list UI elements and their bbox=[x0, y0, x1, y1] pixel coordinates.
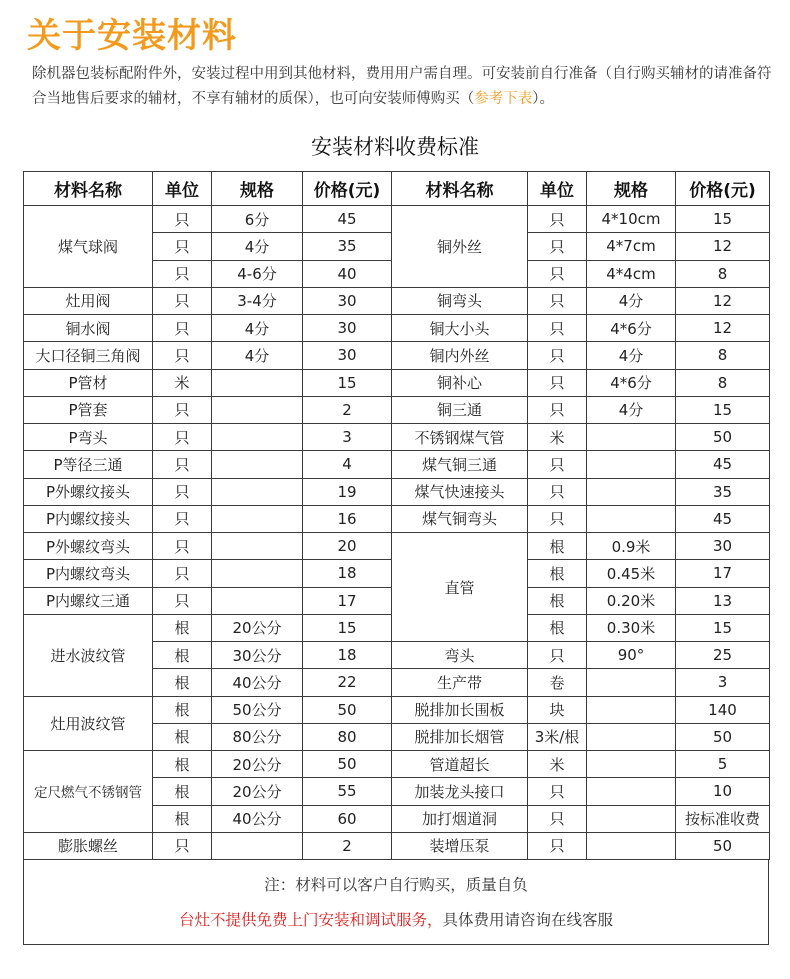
unit-cell: 只 bbox=[528, 805, 587, 832]
material-name-cell: 煤气快速接头 bbox=[392, 478, 528, 505]
spec-cell: 4分 bbox=[212, 315, 303, 342]
material-name-cell: 铜内外丝 bbox=[392, 342, 528, 369]
unit-cell: 米 bbox=[528, 751, 587, 778]
price-cell: 12 bbox=[676, 287, 770, 314]
price-cell: 16 bbox=[303, 505, 392, 532]
unit-cell: 只 bbox=[153, 396, 212, 423]
material-name-cell: 铜三通 bbox=[392, 396, 528, 423]
unit-cell: 只 bbox=[528, 260, 587, 287]
unit-cell: 只 bbox=[153, 287, 212, 314]
unit-cell: 只 bbox=[528, 505, 587, 532]
material-name-cell: P内螺纹接头 bbox=[24, 505, 153, 532]
note-contact: 具体费用请咨询在线客服 bbox=[442, 911, 614, 929]
spec-cell bbox=[587, 778, 676, 805]
unit-cell: 只 bbox=[153, 533, 212, 560]
price-cell: 50 bbox=[676, 723, 770, 750]
unit-cell: 块 bbox=[528, 696, 587, 723]
price-cell: 60 bbox=[303, 805, 392, 832]
spec-cell bbox=[587, 424, 676, 451]
material-name-cell: 灶用波纹管 bbox=[24, 696, 153, 751]
price-cell: 30 bbox=[303, 342, 392, 369]
unit-cell: 只 bbox=[528, 233, 587, 260]
spec-cell bbox=[587, 805, 676, 832]
unit-cell: 只 bbox=[528, 396, 587, 423]
unit-cell: 只 bbox=[153, 424, 212, 451]
unit-cell: 只 bbox=[153, 342, 212, 369]
price-cell: 18 bbox=[303, 642, 392, 669]
price-cell: 8 bbox=[676, 369, 770, 396]
material-name-cell: P等径三通 bbox=[24, 451, 153, 478]
material-name-cell: 膨胀螺丝 bbox=[24, 832, 153, 859]
price-cell: 2 bbox=[303, 832, 392, 859]
table-row bbox=[24, 206, 770, 233]
price-cell: 5 bbox=[676, 751, 770, 778]
price-cell: 19 bbox=[303, 478, 392, 505]
price-cell: 4 bbox=[303, 451, 392, 478]
spec-cell: 0.9米 bbox=[587, 533, 676, 560]
material-name-cell: 煤气铜三通 bbox=[392, 451, 528, 478]
spec-cell bbox=[212, 533, 303, 560]
intro-link[interactable]: 参考下表 bbox=[474, 91, 533, 107]
unit-cell: 只 bbox=[528, 832, 587, 859]
spec-cell bbox=[212, 587, 303, 614]
unit-cell: 只 bbox=[153, 560, 212, 587]
price-cell: 50 bbox=[303, 696, 392, 723]
unit-cell: 只 bbox=[153, 478, 212, 505]
material-name-cell: 不锈钢煤气管 bbox=[392, 424, 528, 451]
unit-cell: 卷 bbox=[528, 669, 587, 696]
header-cell: 价格(元) bbox=[303, 172, 392, 206]
intro-text bbox=[32, 62, 772, 112]
header-cell: 材料名称 bbox=[392, 172, 528, 206]
table-row bbox=[24, 315, 770, 342]
material-name-cell: 弯头 bbox=[392, 642, 528, 669]
unit-cell: 只 bbox=[528, 287, 587, 314]
table-row bbox=[24, 478, 770, 505]
unit-cell: 米 bbox=[528, 424, 587, 451]
price-cell: 50 bbox=[676, 832, 770, 859]
note-warning: 台灶不提供免费上门安装和调试服务， bbox=[178, 911, 443, 929]
header-cell: 规格 bbox=[587, 172, 676, 206]
unit-cell: 根 bbox=[153, 642, 212, 669]
material-name-cell: 灶用阀 bbox=[24, 287, 153, 314]
material-name-cell: P外螺纹弯头 bbox=[24, 533, 153, 560]
unit-cell: 只 bbox=[153, 206, 212, 233]
price-cell: 13 bbox=[676, 587, 770, 614]
price-cell: 3 bbox=[303, 424, 392, 451]
spec-cell bbox=[212, 369, 303, 396]
page-heading: 关于安装材料 bbox=[27, 16, 237, 56]
header-cell: 单位 bbox=[528, 172, 587, 206]
price-cell: 45 bbox=[676, 505, 770, 532]
price-cell: 30 bbox=[303, 315, 392, 342]
spec-cell: 4分 bbox=[212, 233, 303, 260]
unit-cell: 只 bbox=[153, 315, 212, 342]
unit-cell: 只 bbox=[528, 478, 587, 505]
material-name-cell: 铜外丝 bbox=[392, 206, 528, 288]
table-row bbox=[24, 369, 770, 396]
spec-cell: 4*7cm bbox=[587, 233, 676, 260]
table-body bbox=[24, 206, 770, 860]
table-row bbox=[24, 396, 770, 423]
spec-cell: 4*6分 bbox=[587, 315, 676, 342]
spec-cell: 40公分 bbox=[212, 669, 303, 696]
material-name-cell: 铜弯头 bbox=[392, 287, 528, 314]
spec-cell bbox=[587, 451, 676, 478]
material-name-cell: 直管 bbox=[392, 533, 528, 642]
unit-cell: 根 bbox=[153, 778, 212, 805]
price-cell: 15 bbox=[303, 614, 392, 641]
spec-cell: 0.45米 bbox=[587, 560, 676, 587]
spec-cell: 20公分 bbox=[212, 614, 303, 641]
spec-cell bbox=[212, 560, 303, 587]
material-name-cell: 大口径铜三角阀 bbox=[24, 342, 153, 369]
unit-cell: 根 bbox=[528, 533, 587, 560]
material-name-cell: 定尺燃气不锈钢管 bbox=[24, 751, 153, 833]
price-cell: 15 bbox=[676, 206, 770, 233]
material-name-cell: 脱排加长围板 bbox=[392, 696, 528, 723]
material-name-cell: P管套 bbox=[24, 396, 153, 423]
price-cell: 25 bbox=[676, 642, 770, 669]
table-row bbox=[24, 505, 770, 532]
price-cell: 2 bbox=[303, 396, 392, 423]
material-name-cell: 生产带 bbox=[392, 669, 528, 696]
unit-cell: 只 bbox=[528, 778, 587, 805]
unit-cell: 只 bbox=[528, 642, 587, 669]
material-name-cell: 脱排加长烟管 bbox=[392, 723, 528, 750]
spec-cell bbox=[587, 751, 676, 778]
header-cell: 单位 bbox=[153, 172, 212, 206]
spec-cell: 6分 bbox=[212, 206, 303, 233]
spec-cell bbox=[587, 696, 676, 723]
price-cell: 30 bbox=[676, 533, 770, 560]
unit-cell: 只 bbox=[153, 260, 212, 287]
spec-cell bbox=[212, 832, 303, 859]
header-cell: 规格 bbox=[212, 172, 303, 206]
spec-cell bbox=[212, 424, 303, 451]
price-cell: 55 bbox=[303, 778, 392, 805]
material-name-cell: P弯头 bbox=[24, 424, 153, 451]
table-row bbox=[24, 451, 770, 478]
unit-cell: 根 bbox=[153, 614, 212, 641]
unit-cell: 只 bbox=[528, 342, 587, 369]
material-name-cell: 煤气铜弯头 bbox=[392, 505, 528, 532]
material-name-cell: 进水波纹管 bbox=[24, 614, 153, 696]
unit-cell: 只 bbox=[153, 587, 212, 614]
unit-cell: 根 bbox=[153, 751, 212, 778]
spec-cell: 4分 bbox=[587, 287, 676, 314]
price-table bbox=[23, 171, 770, 860]
material-name-cell: P外螺纹接头 bbox=[24, 478, 153, 505]
table-row bbox=[24, 424, 770, 451]
spec-cell: 20公分 bbox=[212, 778, 303, 805]
spec-cell bbox=[587, 723, 676, 750]
spec-cell bbox=[587, 669, 676, 696]
unit-cell: 根 bbox=[153, 669, 212, 696]
spec-cell: 3-4分 bbox=[212, 287, 303, 314]
unit-cell: 3米/根 bbox=[528, 723, 587, 750]
price-cell: 80 bbox=[303, 723, 392, 750]
header-cell: 价格(元) bbox=[676, 172, 770, 206]
material-name-cell: 管道超长 bbox=[392, 751, 528, 778]
spec-cell: 80公分 bbox=[212, 723, 303, 750]
spec-cell bbox=[212, 396, 303, 423]
unit-cell: 米 bbox=[153, 369, 212, 396]
price-cell: 17 bbox=[303, 587, 392, 614]
price-cell: 按标准收费 bbox=[676, 805, 770, 832]
intro-body: 除机器包装标配附件外，安装过程中用到其他材料，费用用户需自理。可安装前自行准备（自行购买辅材的请准备符合当地售后要求的辅材，不享有辅材的质保），也可向安装师傅购买（ bbox=[32, 66, 772, 107]
price-cell: 8 bbox=[676, 342, 770, 369]
unit-cell: 根 bbox=[528, 587, 587, 614]
unit-cell: 只 bbox=[153, 451, 212, 478]
spec-cell: 20公分 bbox=[212, 751, 303, 778]
table-row bbox=[24, 751, 770, 778]
spec-cell: 4*10cm bbox=[587, 206, 676, 233]
table-row bbox=[24, 696, 770, 723]
unit-cell: 只 bbox=[528, 369, 587, 396]
material-name-cell: 煤气球阀 bbox=[24, 206, 153, 288]
material-name-cell: 加打烟道洞 bbox=[392, 805, 528, 832]
note-self-purchase: 注：材料可以客户自行购买，质量自负 bbox=[264, 876, 528, 894]
unit-cell: 只 bbox=[153, 832, 212, 859]
unit-cell: 只 bbox=[528, 206, 587, 233]
price-cell: 45 bbox=[303, 206, 392, 233]
price-cell: 18 bbox=[303, 560, 392, 587]
unit-cell: 根 bbox=[528, 560, 587, 587]
spec-cell: 0.20米 bbox=[587, 587, 676, 614]
intro-suffix: ）。 bbox=[532, 91, 554, 107]
table-row bbox=[24, 533, 770, 560]
spec-cell: 40公分 bbox=[212, 805, 303, 832]
table-row bbox=[24, 342, 770, 369]
price-cell: 17 bbox=[676, 560, 770, 587]
material-name-cell: 铜补心 bbox=[392, 369, 528, 396]
price-cell: 35 bbox=[676, 478, 770, 505]
header-cell: 材料名称 bbox=[24, 172, 153, 206]
material-name-cell: 加装龙头接口 bbox=[392, 778, 528, 805]
spec-cell: 4分 bbox=[212, 342, 303, 369]
material-name-cell: 铜水阀 bbox=[24, 315, 153, 342]
material-name-cell: P管材 bbox=[24, 369, 153, 396]
spec-cell: 4-6分 bbox=[212, 260, 303, 287]
note-service bbox=[24, 908, 768, 930]
unit-cell: 根 bbox=[528, 614, 587, 641]
unit-cell: 只 bbox=[153, 505, 212, 532]
spec-cell bbox=[587, 832, 676, 859]
price-cell: 20 bbox=[303, 533, 392, 560]
notes-box bbox=[23, 860, 769, 945]
spec-cell: 50公分 bbox=[212, 696, 303, 723]
spec-cell bbox=[212, 505, 303, 532]
price-cell: 50 bbox=[676, 424, 770, 451]
price-cell: 30 bbox=[303, 287, 392, 314]
price-cell: 3 bbox=[676, 669, 770, 696]
material-name-cell: P内螺纹三通 bbox=[24, 587, 153, 614]
spec-cell: 90° bbox=[587, 642, 676, 669]
price-cell: 15 bbox=[676, 614, 770, 641]
price-cell: 35 bbox=[303, 233, 392, 260]
material-name-cell: 装增压泵 bbox=[392, 832, 528, 859]
unit-cell: 只 bbox=[153, 233, 212, 260]
price-cell: 15 bbox=[676, 396, 770, 423]
spec-cell bbox=[587, 505, 676, 532]
price-cell: 15 bbox=[303, 369, 392, 396]
price-cell: 12 bbox=[676, 233, 770, 260]
spec-cell bbox=[587, 478, 676, 505]
material-name-cell: 铜大小头 bbox=[392, 315, 528, 342]
price-cell: 40 bbox=[303, 260, 392, 287]
spec-cell: 4分 bbox=[587, 396, 676, 423]
price-cell: 50 bbox=[303, 751, 392, 778]
price-cell: 10 bbox=[676, 778, 770, 805]
price-cell: 12 bbox=[676, 315, 770, 342]
spec-cell: 4分 bbox=[587, 342, 676, 369]
table-header-row bbox=[24, 172, 770, 206]
unit-cell: 只 bbox=[528, 315, 587, 342]
unit-cell: 只 bbox=[528, 451, 587, 478]
unit-cell: 根 bbox=[153, 805, 212, 832]
table-row bbox=[24, 832, 770, 859]
price-cell: 140 bbox=[676, 696, 770, 723]
unit-cell: 根 bbox=[153, 696, 212, 723]
price-cell: 22 bbox=[303, 669, 392, 696]
price-cell: 45 bbox=[676, 451, 770, 478]
table-row bbox=[24, 287, 770, 314]
spec-cell: 0.30米 bbox=[587, 614, 676, 641]
spec-cell bbox=[212, 478, 303, 505]
spec-cell: 4*6分 bbox=[587, 369, 676, 396]
material-name-cell: P内螺纹弯头 bbox=[24, 560, 153, 587]
table-title: 安装材料收费标准 bbox=[311, 135, 479, 159]
spec-cell: 4*4cm bbox=[587, 260, 676, 287]
spec-cell: 30公分 bbox=[212, 642, 303, 669]
spec-cell bbox=[212, 451, 303, 478]
price-cell: 8 bbox=[676, 260, 770, 287]
unit-cell: 根 bbox=[153, 723, 212, 750]
